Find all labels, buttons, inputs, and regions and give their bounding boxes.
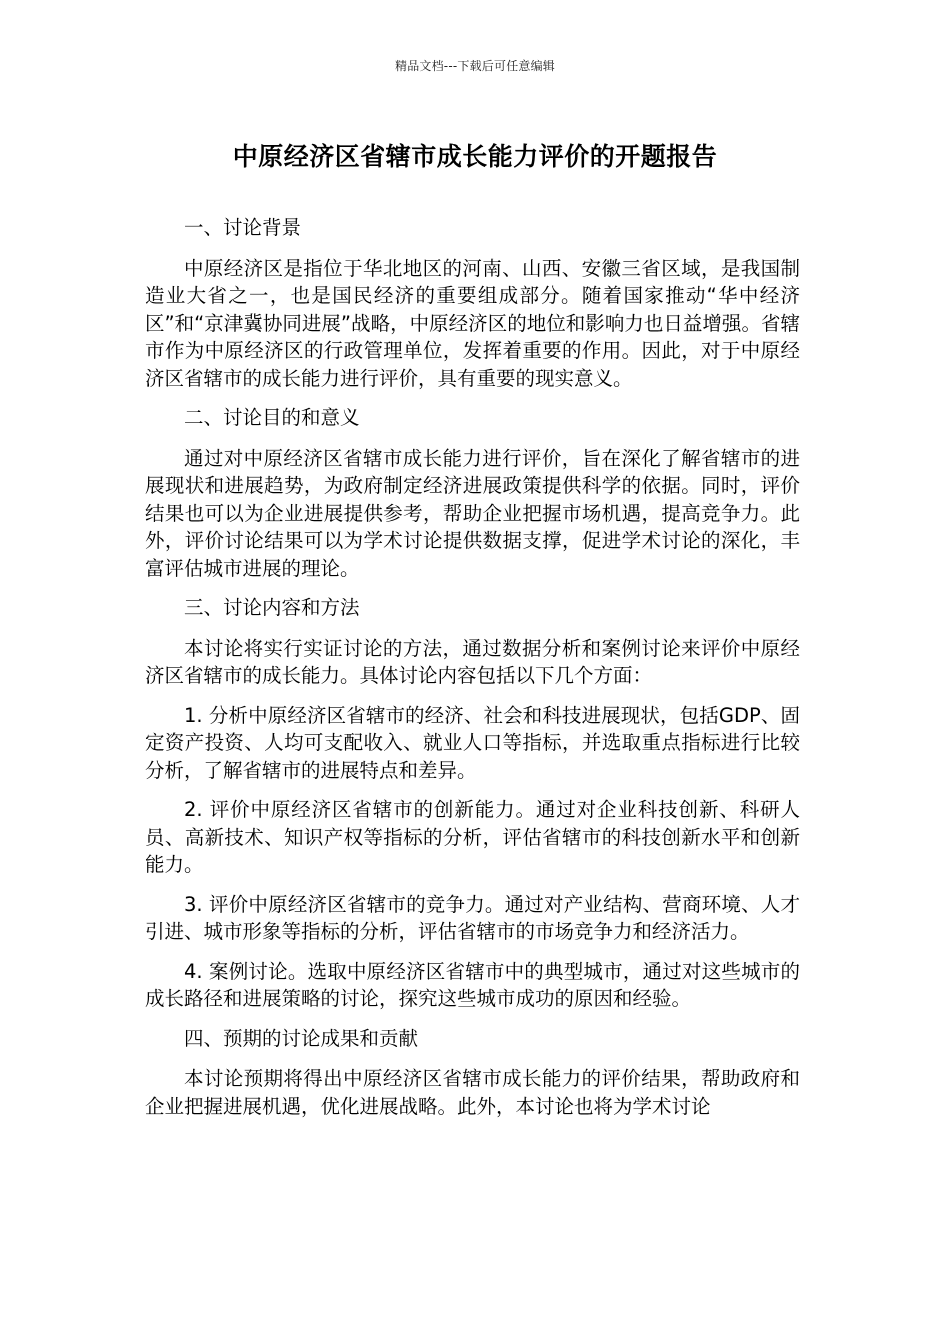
list-item-3: 3. 评价中原经济区省辖市的竞争力。通过对产业结构、营商环境、人才引进、城市形象等指标的分析，评估省辖市的市场竞争力和经济活力。 (145, 892, 800, 943)
document-title: 中原经济区省辖市成长能力评价的开题报告 (232, 142, 718, 171)
list-item-1: 1. 分析中原经济区省辖市的经济、社会和科技进展现状，包括GDP、固定资产投资、人均可支配收入、就业人口等指标，并选取重点指标进行比较分析，了解省辖市的进展特点和差异。 (145, 703, 800, 782)
header-note: 精品文档---下载后可任意编辑 (395, 59, 555, 73)
paragraph-method-intro: 本讨论将实行实证讨论的方法，通过数据分析和案例讨论来评价中原经济区省辖市的成长能力。具体讨论内容包括以下几个方面： (145, 636, 800, 687)
document-body (145, 210, 800, 1132)
paragraph-expected-results: 本讨论预期将得出中原经济区省辖市成长能力的评价结果，帮助政府和企业把握进展机遇，优化进展战略。此外，本讨论也将为学术讨论 (145, 1067, 800, 1118)
list-item-2: 2. 评价中原经济区省辖市的创新能力。通过对企业科技创新、科研人员、高新技术、知识产权等指标的分析，评估省辖市的科技创新水平和创新能力。 (145, 798, 800, 876)
section-heading-background: 一、讨论背景 (184, 216, 302, 239)
paragraph-purpose: 通过对中原经济区省辖市成长能力进行评价，旨在深化了解省辖市的进展现状和进展趋势，为政府制定经济进展政策提供科学的依据。同时，评价结果也可以为企业进展提供参考，帮助企业把握市场机遇，提高竞争力。此外，评价讨论结果可以为学术讨论提供数据支撑，促进学术讨论的深化，丰富评估城市进展的理论。 (145, 446, 800, 580)
section-heading-content-method: 三、讨论内容和方法 (184, 596, 360, 619)
list-item-4: 4. 案例讨论。选取中原经济区省辖市中的典型城市，通过对这些城市的成长路径和进展策略的讨论，探究这些城市成功的原因和经验。 (145, 959, 800, 1010)
section-heading-expected-results: 四、预期的讨论成果和贡献 (184, 1026, 419, 1050)
paragraph-background: 中原经济区是指位于华北地区的河南、山西、安徽三省区域，是我国制造业大省之一，也是国民经济的重要组成部分。随着国家推动“华中经济区”和“京津冀协同进展”战略，中原经济区的地位和影响力也日益增强。省辖市作为中原经济区的行政管理单位，发挥着重要的作用。因此，对于中原经济区省辖市的成长能力进行评价，具有重要的现实意义。 (145, 256, 800, 390)
section-heading-purpose: 二、讨论目的和意义 (184, 406, 360, 429)
